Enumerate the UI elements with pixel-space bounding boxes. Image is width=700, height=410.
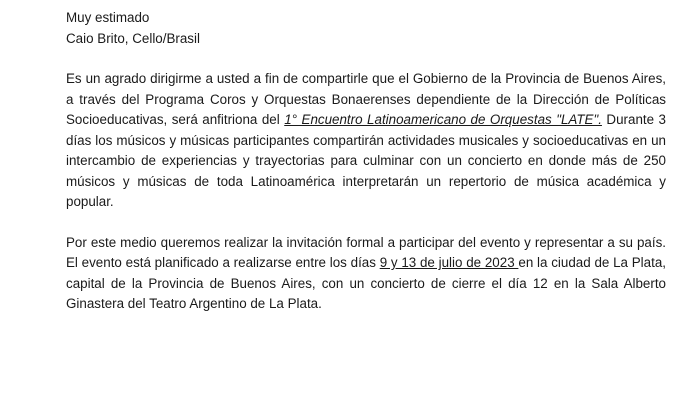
letter-body [66, 8, 666, 315]
salutation-recipient: Caio Brito, Cello/Brasil [66, 30, 200, 46]
paragraph-introduction-text-continued: Durante 3 días los músicos y músicas participantes compartirán actividades musicales y socioeducativas en un intercambio de experiencias y trayectorias para culminar con un concierto en donde más de 250 músicos y músicas de toda Latinoamérica interpretarán un repertorio de música académica y popular. [66, 112, 667, 209]
paragraph-invitation [66, 233, 666, 315]
salutation-greeting: Muy estimado [66, 10, 150, 25]
event-name: 1° Encuentro Latinoamericano de Orquestas "LATE". [284, 112, 602, 127]
event-dates: 9 y 13 de julio de 2023 [379, 255, 519, 270]
paragraph-introduction [66, 69, 666, 213]
paragraph-introduction-text: Es un agrado dirigirme a usted a fin de compartirle que el Gobierno de la Provincia de Buenos Aires, a través del Programa Coros y Orquestas Bonaerenses dependiente de la Dirección de Políticas Socioeducativas, será anfitriona del [66, 71, 666, 127]
paragraph-invitation-text-continued: en la ciudad de La Plata, capital de la Provincia de Buenos Aires, con un concierto de cierre el día 12 en la Sala Alberto Ginastera del Teatro Argentino de La Plata. [66, 255, 666, 311]
salutation [66, 8, 666, 49]
paragraph-invitation-text: Por este medio queremos realizar la invitación formal a participar del evento y representar a su país. El evento está planificado a realizarse entre los días [66, 234, 666, 270]
